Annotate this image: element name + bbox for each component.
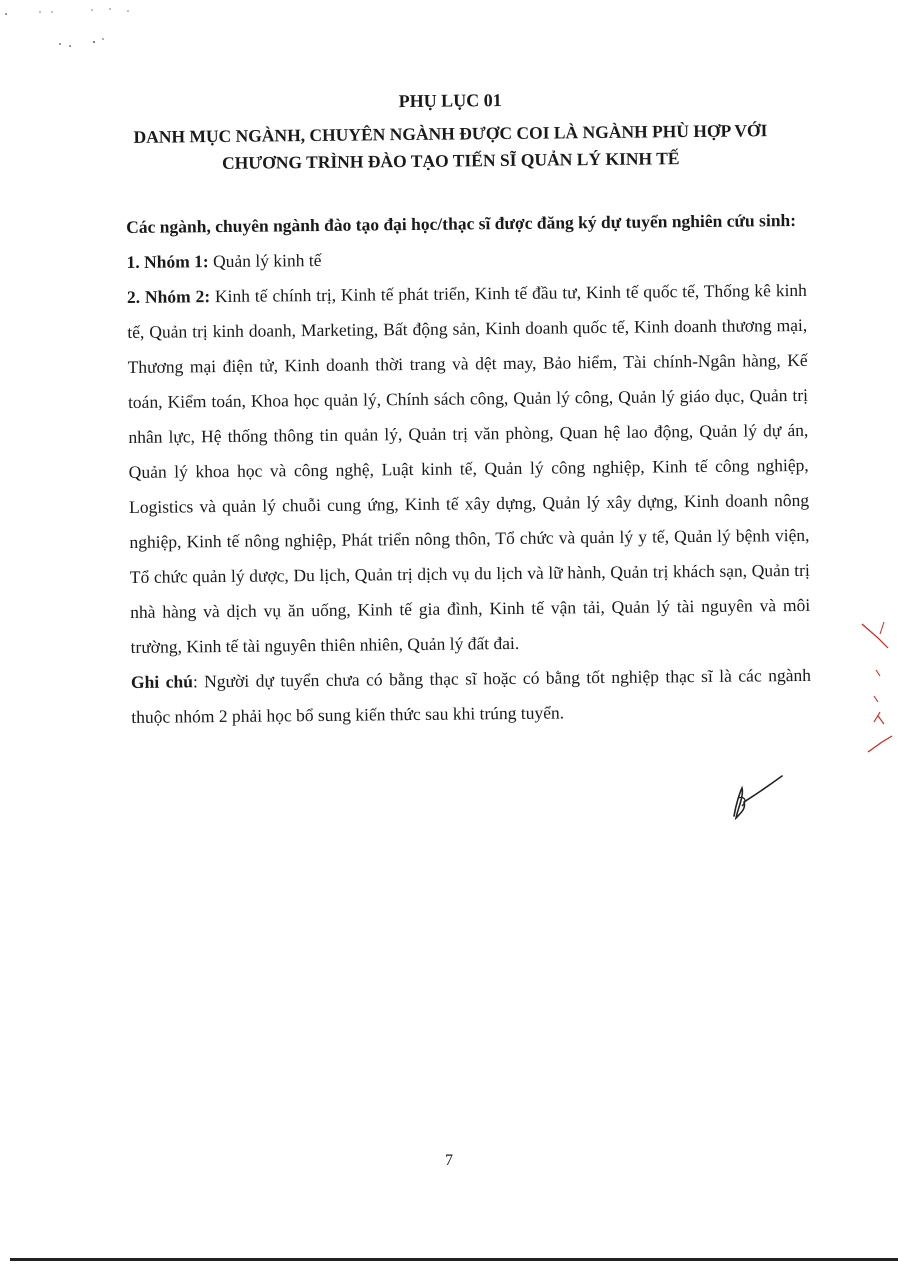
document-title: DANH MỤC NGÀNH, CHUYÊN NGÀNH ĐƯỢC COI LÀ NGÀNH PHÙ HỢP VỚI CHƯƠNG TRÌNH ĐÀO TẠO TIẾN SĨ QUẢN LÝ KINH TẾ bbox=[133, 120, 768, 173]
intro-paragraph: Các ngành, chuyên ngành đào tạo đại học/thạc sĩ được đăng ký dự tuyển nghiên cứu sinh: bbox=[126, 209, 797, 237]
note-label: Ghi chú bbox=[130, 671, 193, 692]
initials-signature bbox=[726, 768, 786, 828]
note-text: : Người dự tuyển chưa có bằng thạc sĩ hoặc có bằng tốt nghiệp thạc sĩ là các ngành thuộc nhóm 2 phải học bổ sung kiến thức sau khi trúng tuyển. bbox=[131, 664, 812, 727]
group-2-text: Kinh tế chính trị, Kinh tế phát triển, Kinh tế đầu tư, Kinh tế quốc tế, Thống kê kinh tế, Quản trị kinh doanh, Marketing, Bất động sản, Kinh doanh quốc tế, Kinh doanh thương mại, Thương mại điện tử, Kinh doanh thời trang và dệt may, Bảo hiểm, Tài chính-Ngân hàng, Kế toán, Kiểm toán, Khoa học quản lý, Chính sách công, Quản lý công, Quản lý giáo dục, Quản trị nhân lực, Hệ thống thông tin quản lý, Quản trị văn phòng, Quan hệ lao động, Quản lý dự án, Quản lý khoa học và công nghệ, Luật kinh tế, Quản lý công nghiệp, Kinh tế công nghiệp, Logistics và quản lý chuỗi cung ứng, Kinh tế xây dựng, Quản lý xây dựng, Kinh doanh nông nghiệp, Kinh tế nông nghiệp, Phát triển nông thôn, Tổ chức và quản lý y tế, Quản lý bệnh viện, Tổ chức quản lý dược, Du lịch, Quản trị dịch vụ du lịch và lữ hành, Quản trị khách sạn, Quản trị nhà hàng và dịch vụ ăn uống, Kinh tế gia đình, Kinh tế vận tải, Quản lý tài nguyên và môi trường, Kinh tế tài nguyên thiên nhiên, Quản lý đất đai. bbox=[127, 279, 811, 657]
document-body bbox=[126, 203, 811, 735]
appendix-label: PHỤ LỤC 01 bbox=[398, 90, 502, 112]
group-2-label: 2. Nhóm 2: bbox=[126, 286, 211, 307]
scan-bottom-edge bbox=[10, 1258, 898, 1261]
title-block bbox=[120, 83, 781, 178]
note-paragraph bbox=[131, 658, 812, 735]
group-1-label: 1. Nhóm 1: bbox=[126, 251, 209, 272]
red-margin-marks bbox=[858, 612, 898, 762]
group-1-text: Quản lý kinh tế bbox=[208, 249, 322, 272]
group-2 bbox=[127, 273, 811, 665]
scan-specks bbox=[0, 0, 160, 60]
page-number: 7 bbox=[445, 1152, 453, 1169]
